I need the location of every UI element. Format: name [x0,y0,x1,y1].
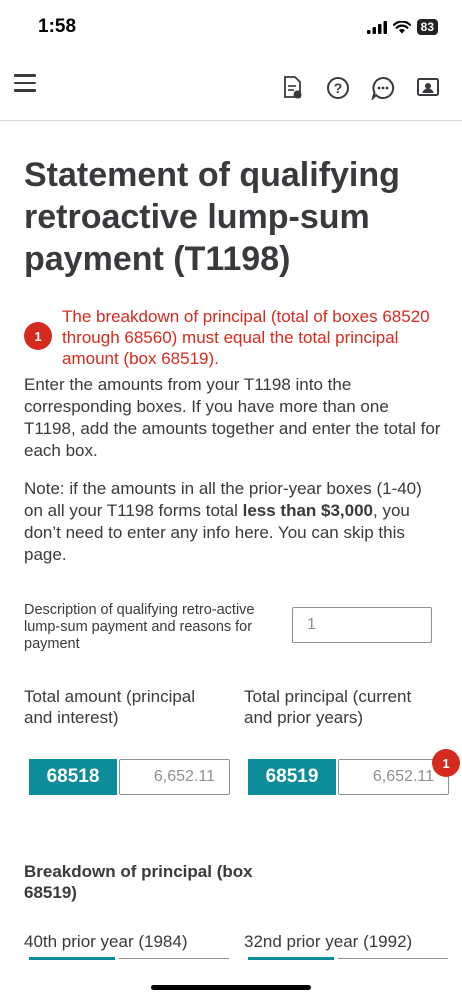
status-bar [0,0,462,56]
header-actions [281,76,440,100]
status-time: 1:58 [38,16,77,37]
field-error-badge: 1 [432,749,460,777]
profile-icon[interactable] [416,76,440,100]
box-number-68519: 68519 [248,759,336,795]
battery-level: 83 [417,19,438,35]
prior-year-input-edge [119,958,229,959]
page-title: Statement of qualifying retroactive lump-sum payment (T1198) [24,156,400,278]
prior-year-label: 40th prior year (1984) [24,932,188,951]
status-icons [367,18,438,36]
total-amount-label: Total amount (principal and interest) [24,687,196,727]
app-header [0,56,462,121]
menu-icon[interactable] [14,74,36,92]
error-badge: 1 [24,322,52,350]
instructions-text: Enter the amounts from your T1198 into the corresponding boxes. If you have more than one T1198, add the amounts together and enter the total for each box. [24,375,441,460]
description-label: Description of qualifying retro-active lump-sum payment and reasons for payment [24,602,255,652]
svg-text:?: ? [333,80,343,96]
box-number-68518: 68518 [29,759,117,795]
prior-year-input-edge [338,958,448,959]
note-text: Note: if the amounts in all the prior-year boxes (1-40) on all your T1198 forms total less than $3,000, you don’t need to enter any info here. You can skip this page. [24,479,422,564]
help-icon[interactable] [326,76,350,100]
prior-year-box-indicator [29,957,115,960]
error-message [24,306,444,369]
signal-icon [367,21,387,34]
description-input[interactable] [292,607,432,643]
wifi-icon [393,21,411,34]
total-principal-label: Total principal (current and prior years) [244,687,412,727]
breakdown-heading: Breakdown of principal (box 68519) [24,862,253,902]
home-indicator[interactable] [151,985,311,990]
error-text: The breakdown of principal (total of boxes 68520 through 68560) must equal the total principal amount (box 68519). [62,307,430,368]
document-icon[interactable] [281,76,305,100]
prior-year-label: 32nd prior year (1992) [244,932,413,951]
chat-icon[interactable] [371,76,395,100]
prior-year-box-indicator [248,957,334,960]
note-emphasis: less than $3,000 [242,501,374,520]
total-amount-input[interactable] [119,759,230,795]
